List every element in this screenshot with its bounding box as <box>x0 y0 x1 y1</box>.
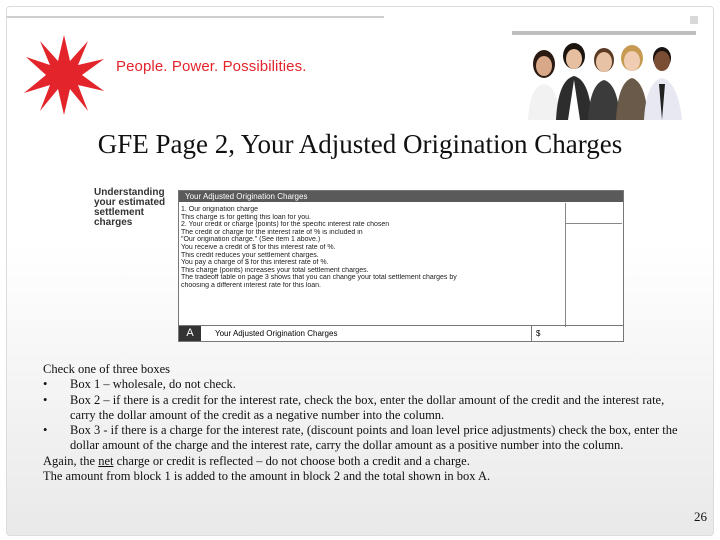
footer-amount: $ <box>531 326 626 341</box>
form-footer <box>179 325 623 341</box>
amount-cell-2 <box>566 224 622 326</box>
corner-mark <box>690 16 698 24</box>
amount-column <box>565 203 622 327</box>
form-side-label: Understanding your estimated settlement charges <box>94 187 166 228</box>
form-line: This charge is for getting this loan for you. <box>181 213 311 221</box>
form-line: The tradeoff table on page 3 shows that you can change your total settlement charges by <box>181 274 457 282</box>
form-line: This credit reduces your settlement charges. <box>181 251 319 259</box>
form-line: The credit or charge for the interest rate of % is included in <box>181 228 363 236</box>
people-photo <box>522 34 684 120</box>
box-a-label: A <box>179 326 201 341</box>
bullet-item <box>43 393 683 424</box>
page-number: 26 <box>694 509 707 524</box>
gfe-form-image <box>94 186 624 342</box>
header-rule-left <box>6 16 384 18</box>
form-lines <box>181 206 561 290</box>
again-prefix: Again, the <box>43 453 99 468</box>
net-emphasis: net <box>98 453 114 468</box>
bullet-text: Box 1 – wholesale, do not check. <box>70 377 236 392</box>
body-text <box>43 362 683 484</box>
bullet-dot: • <box>43 392 48 407</box>
footer-label: Your Adjusted Origination Charges <box>215 329 338 338</box>
bullet-dot: • <box>43 423 48 438</box>
form-line: You pay a charge of $ for this interest rate of %. <box>181 259 329 267</box>
form-box <box>178 190 624 342</box>
form-line: "Our origination charge." (See item 1 above.) <box>181 236 321 244</box>
bullet-text: Box 3 - if there is a charge for the interest rate, (discount points and loan level price adjustments) check the box, enter the dollar amount of the charge and the interest rate, carry the dollar amount as a positive number into the column. <box>70 423 678 453</box>
intro-text: Check one of three boxes <box>43 362 171 376</box>
bullet-item <box>43 423 683 454</box>
brand-tagline: People. Power. Possibilities. <box>116 58 307 75</box>
again-line <box>43 454 683 469</box>
red-starburst-logo-icon <box>22 33 106 117</box>
form-line: choosing a different interest rate for this loan. <box>181 281 321 289</box>
bullet-text: Box 2 – if there is a credit for the interest rate, check the box, enter the dollar amount of the credit and the interest rate, carry the dollar amount of the credit as a negative number into the column. <box>70 392 665 422</box>
again-suffix: charge or credit is reflected – do not choose both a credit and a charge. <box>113 453 470 468</box>
form-line: 1. Our origination charge <box>181 206 259 213</box>
form-line: 2. Your credit or charge (points) for the specific interest rate chosen <box>181 221 390 229</box>
bullet-item <box>43 377 683 392</box>
bullet-dot: • <box>43 377 48 392</box>
form-line: This charge (points) increases your total settlement charges. <box>181 266 369 274</box>
slide-title: GFE Page 2, Your Adjusted Origination Charges <box>97 129 623 159</box>
form-line: You receive a credit of $ for this interest rate of %. <box>181 243 336 251</box>
form-header: Your Adjusted Origination Charges <box>179 191 623 202</box>
closing-line: The amount from block 1 is added to the amount in block 2 and the total shown in box A. <box>43 469 491 484</box>
amount-cell-1 <box>566 203 622 224</box>
